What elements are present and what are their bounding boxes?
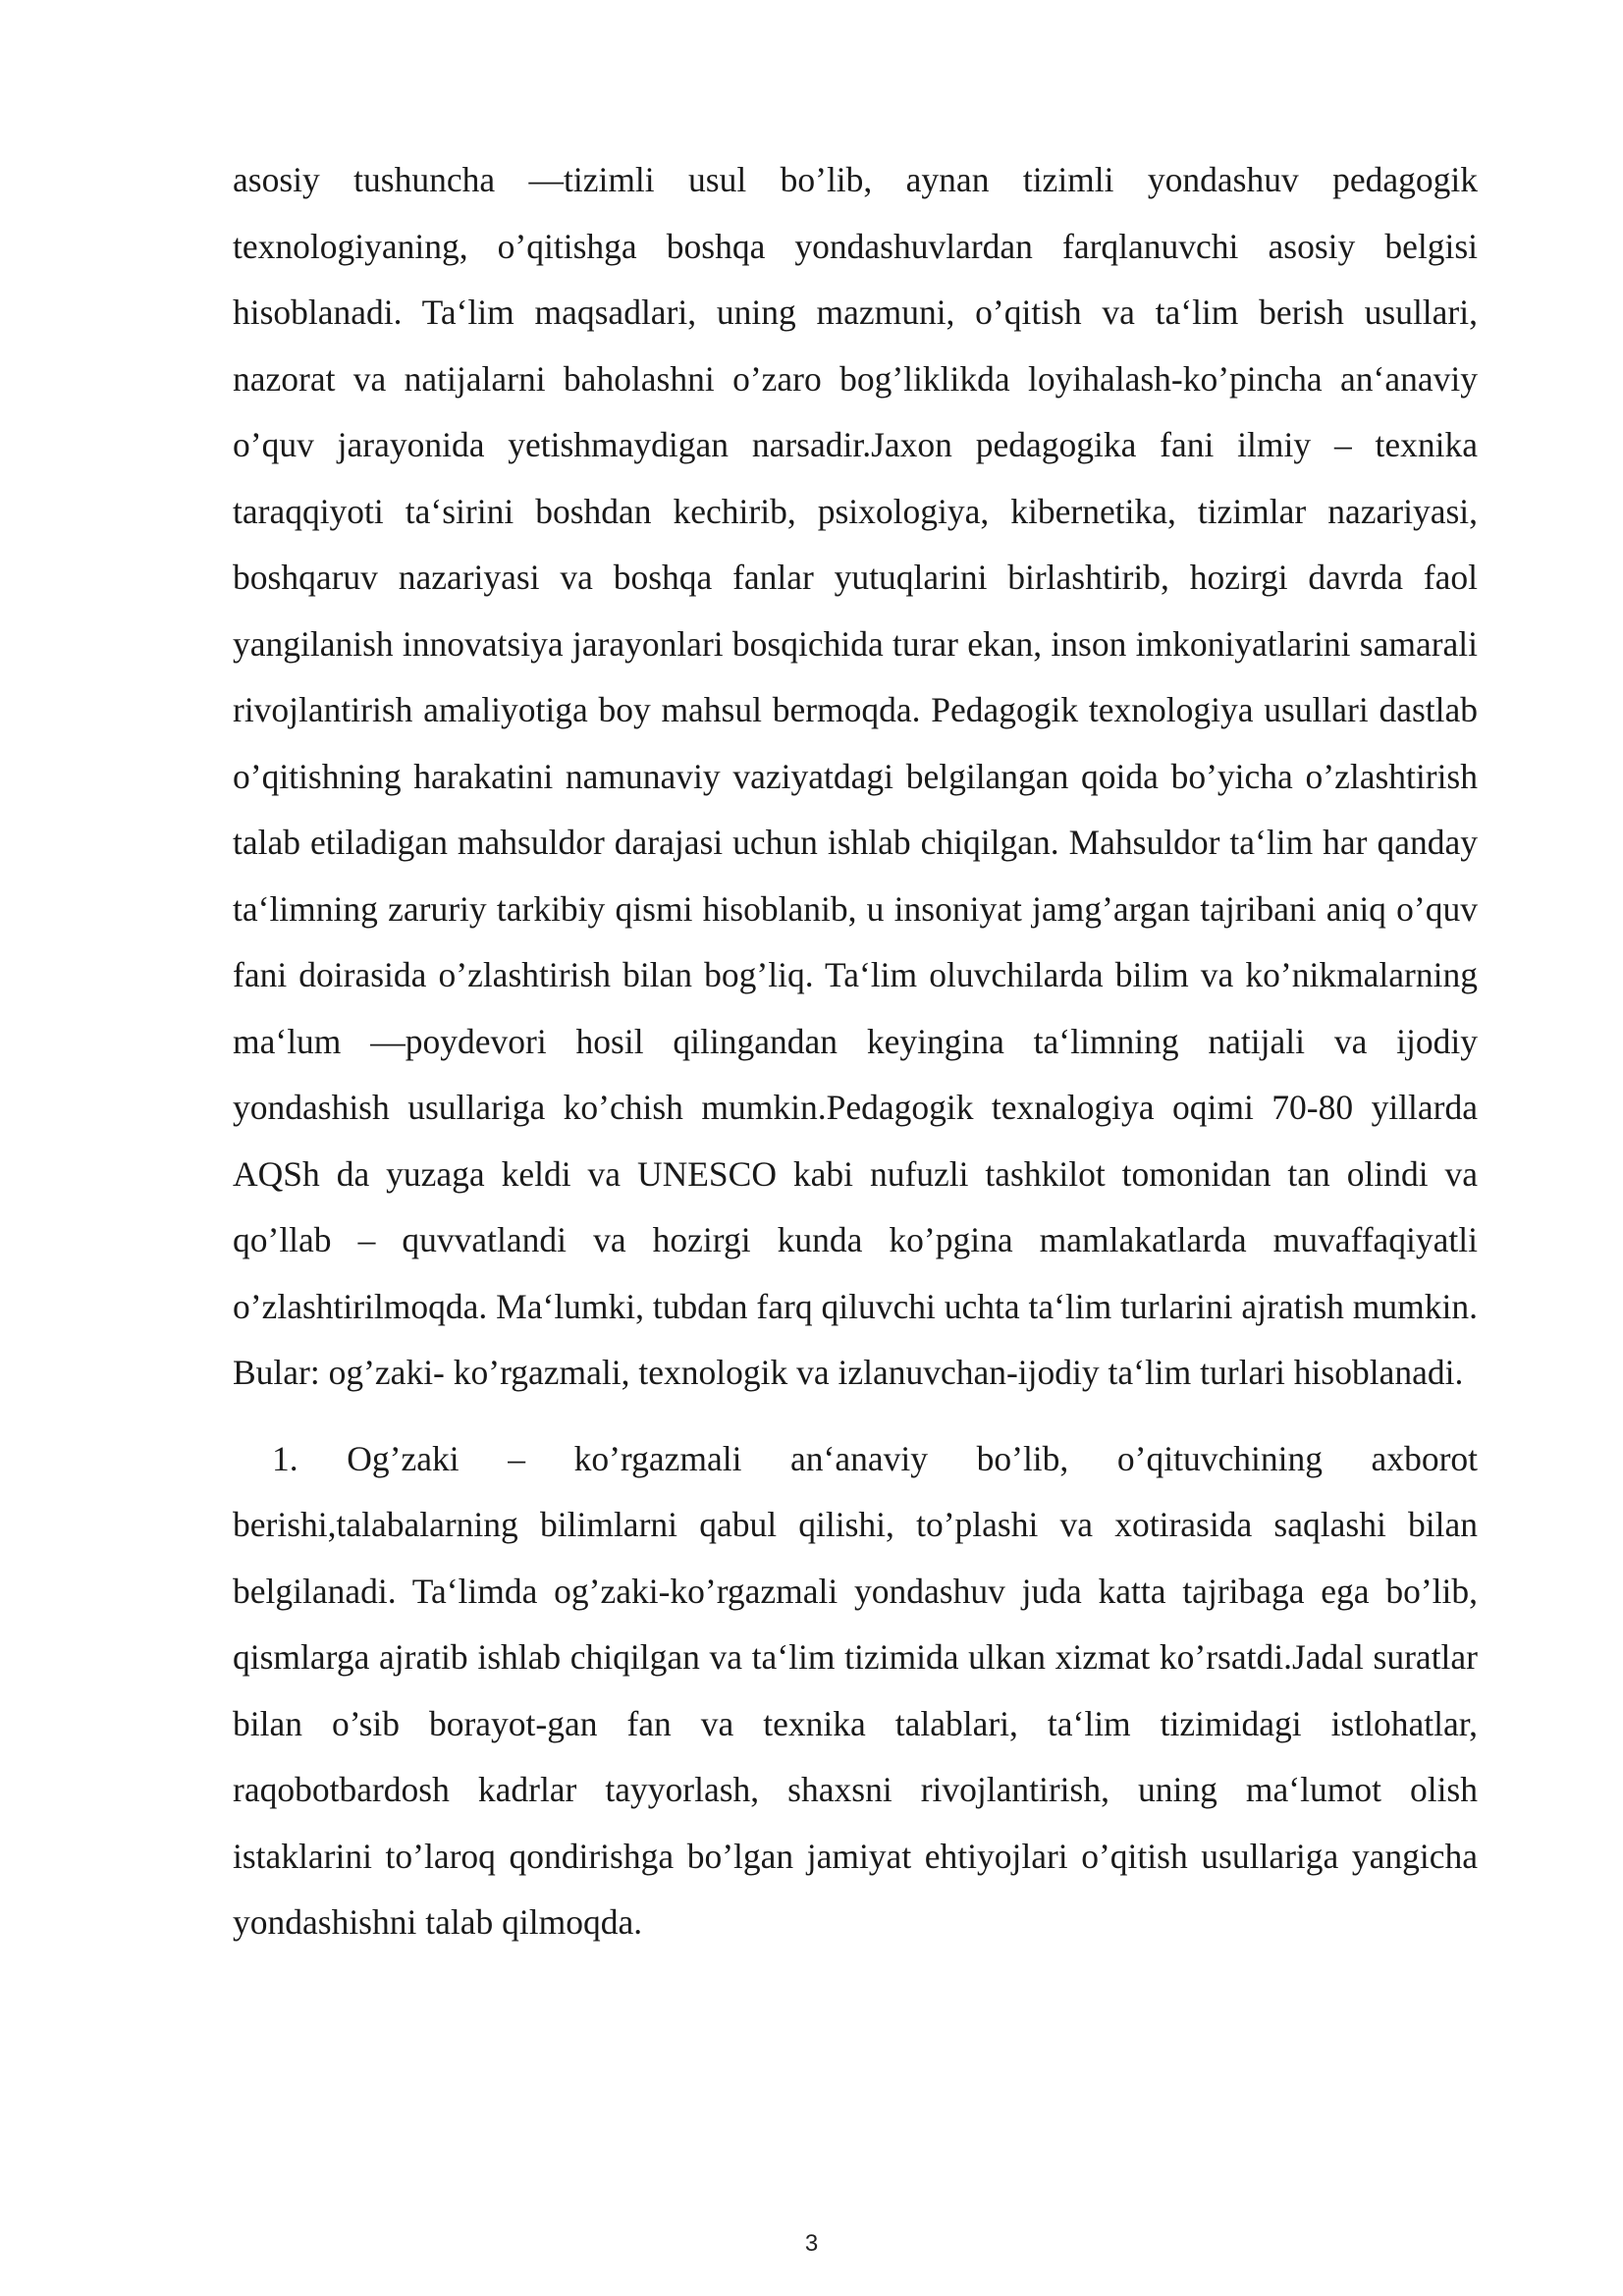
numbered-list-item: 1. Og’zaki – ko’rgazmali an‘anaviy bo’lib, o’qituvchining axborot berishi,talabalarning bilimlarni qabul qilishi, to’plashi va xotirasida saqlashi bilan belgilanadi. Ta‘limda og’zaki-ko’rgazmali yondashuv juda katta tajribaga ega bo’lib, qismlarga ajratib ishlab chiqilgan va ta‘lim tizimida ulkan xizmat ko’rsatdi.Jadal suratlar bilan o’sib borayot-gan fan va texnika talablari, ta‘lim tizimidagi istlohatlar, raqobotbardosh kadrlar tayyorlash, shaxsni rivojlantirish, uning ma‘lumot olish istaklarini to’laroq qondirishga bo’lgan jamiyat ehtiyojlari o’qitish usullariga yangicha yondashishni talab qilmoqda. bbox=[233, 1438, 1478, 1942]
paragraph: asosiy tushuncha ―tizimli usul bo’lib, aynan tizimli yondashuv pedagogik texnologiyaning, o’qitishga boshqa yondashuvlardan farqlanuvchi asosiy belgisi hisoblanadi. Ta‘lim maqsadlari, uning mazmuni, o’qitish va ta‘lim berish usullari, nazorat va natijalarni baholashni o’zaro bog’liklikda loyihalash-ko’pincha an‘anaviy o’quv jarayonida yetishmaydigan narsadir.Jaxon pedagogika fani ilmiy – texnika taraqqiyoti ta‘sirini boshdan kechirib, psixologiya, kibernetika, tizimlar nazariyasi, boshqaruv nazariyasi va boshqa fanlar yutuqlarini birlashtirib, hozirgi davrda faol yangilanish innovatsiya jarayonlari bosqichida turar ekan, inson imkoniyatlarini samarali rivojlantirish amaliyotiga boy mahsul bermoqda. Pedagogik texnologiya usullari dastlab o’qitishning harakatini namunaviy vaziyatdagi belgilangan qoida bo’yicha o’zlashtirish talab etiladigan mahsuldor darajasi uchun ishlab chiqilgan. Mahsuldor ta‘lim har qanday ta‘limning zaruriy tarkibiy qismi hisoblanib, u insoniyat jamg’argan tajribani aniq o’quv fani doirasida o’zlashtirish bilan bog’liq. Ta‘lim oluvchilarda bilim va ko’nikmalarning ma‘lum ―poydevori hosil qilingandan keyingina ta‘limning natijali va ijodiy yondashish usullariga ko’chish mumkin.Pedagogik texnalogiya oqimi 70-80 yillarda AQSh da yuzaga keldi va UNESCO kabi nufuzli tashkilot tomonidan tan olindi va qo’llab – quvvatlandi va hozirgi kunda ko’pgina mamlakatlarda muvaffaqiyatli o’zlashtirilmoqda. Ma‘lumki, tubdan farq qiluvchi uchta ta‘lim turlarini ajratish mumkin. Bular: og’zaki- ko’rgazmali, texnologik va izlanuvchan-ijodiy ta‘lim turlari hisoblanadi. bbox=[233, 160, 1478, 1392]
page-number: 3 bbox=[804, 2230, 819, 2257]
body-text bbox=[233, 147, 1478, 1956]
